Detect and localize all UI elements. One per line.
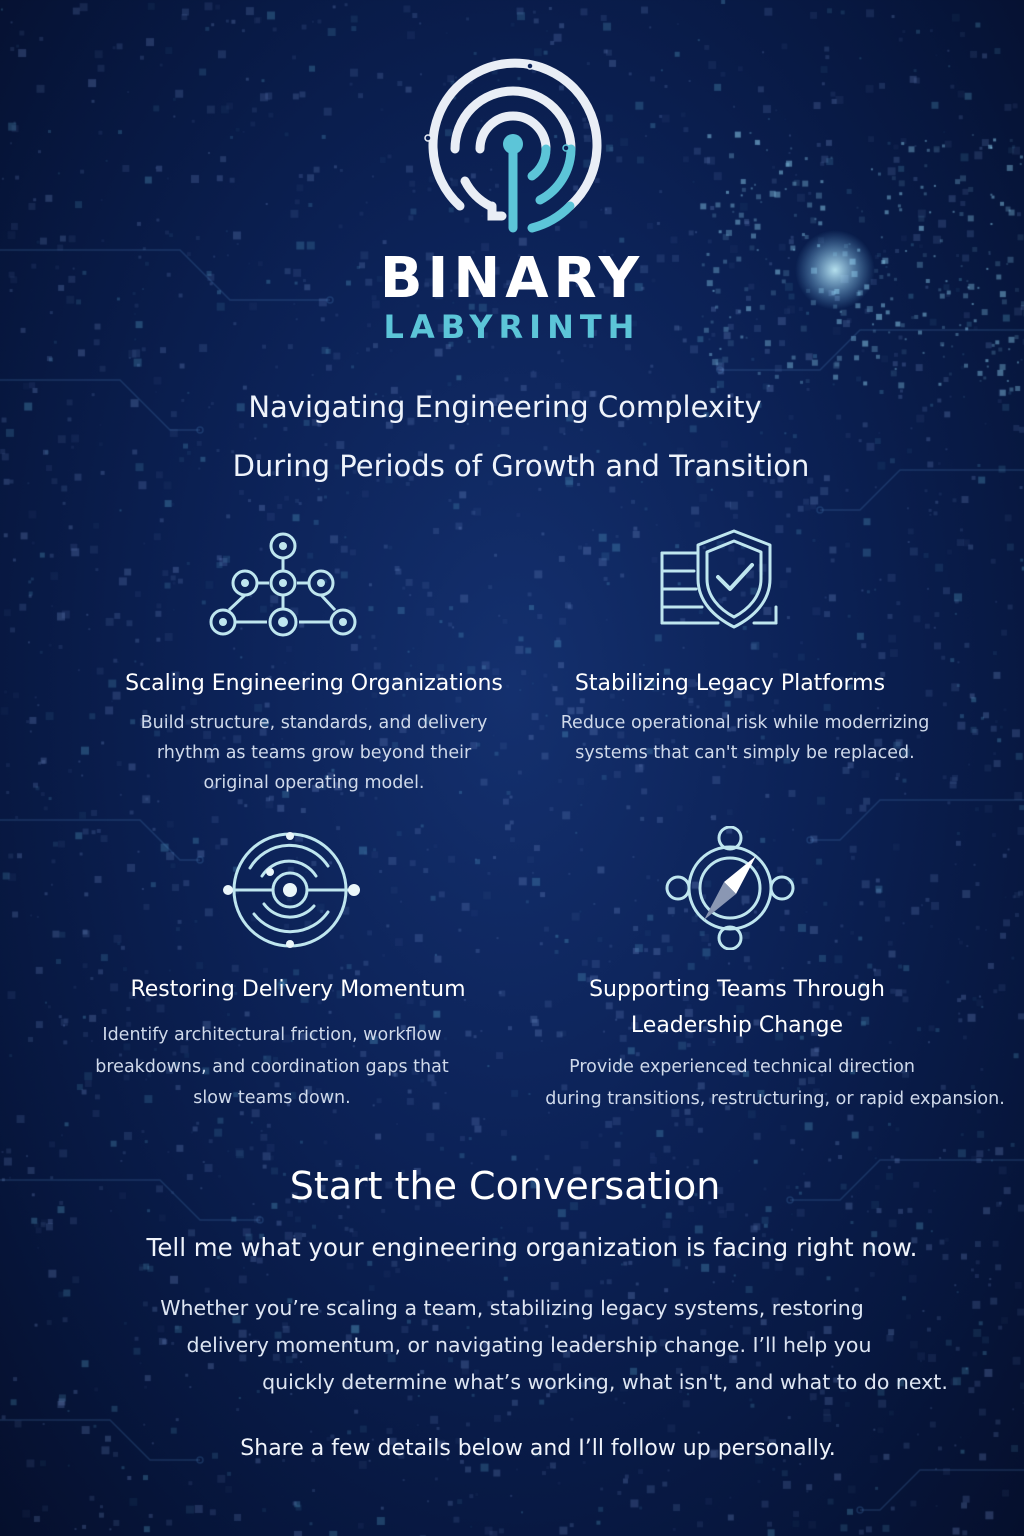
cta-body-line: Whether you’re scaling a team, stabilizing legacy systems, restoring — [160, 1296, 864, 1320]
circular-labyrinth-logo-icon — [420, 56, 606, 242]
service-title-delivery: Restoring Delivery Momentum — [130, 977, 466, 1002]
service-description-delivery — [40, 1020, 504, 1115]
description-line: breakdowns, and coordination gaps that — [95, 1056, 449, 1077]
cta-title: Start the Conversation — [289, 1164, 721, 1208]
shield-check-icon — [658, 527, 782, 633]
service-description-legacy — [500, 708, 990, 768]
network-nodes-icon — [205, 530, 361, 640]
description-line: systems that can't simply be replaced. — [575, 743, 915, 763]
brand-subname: LABYRINTH — [383, 308, 641, 346]
description-line: original operating model. — [203, 773, 425, 793]
service-description-scaling — [72, 708, 556, 798]
description-line: during transitions, restructuring, or rapid expansion. — [545, 1088, 1005, 1109]
title-line: Supporting Teams Through — [589, 977, 885, 1002]
description-line: Reduce operational risk while moderrizing — [560, 713, 930, 733]
tagline-line-2: During Periods of Growth and Transition — [232, 449, 810, 483]
title-line: Leadership Change — [630, 1013, 844, 1038]
cta-share: Share a few details below and I’ll follow up personally. — [240, 1436, 836, 1461]
description-line: rhythm as teams grow beyond their — [156, 743, 472, 763]
description-line: slow teams down. — [193, 1088, 351, 1108]
cta-body-line: delivery momentum, or navigating leadership change. I’ll help you — [186, 1333, 872, 1357]
brand-name: BINARY — [379, 246, 645, 311]
description-line: Build structure, standards, and delivery — [140, 713, 488, 733]
cta-body-line: quickly determine what’s working, what isn't, and what to do next. — [262, 1370, 948, 1394]
compass-icon — [664, 826, 796, 950]
description-line: Identify architectural friction, workflow — [102, 1025, 442, 1045]
service-title-leadership — [494, 972, 980, 1044]
service-title-scaling: Scaling Engineering Organizations — [125, 671, 503, 696]
cta-lead: Tell me what your engineering organization is facing right now. — [146, 1233, 918, 1262]
tagline-line-1: Navigating Engineering Complexity — [248, 390, 762, 424]
service-description-leadership — [520, 1052, 1024, 1115]
description-line: Provide experienced technical direction — [569, 1057, 915, 1077]
service-title-legacy: Stabilizing Legacy Platforms — [574, 671, 886, 696]
target-radar-icon — [216, 828, 364, 952]
